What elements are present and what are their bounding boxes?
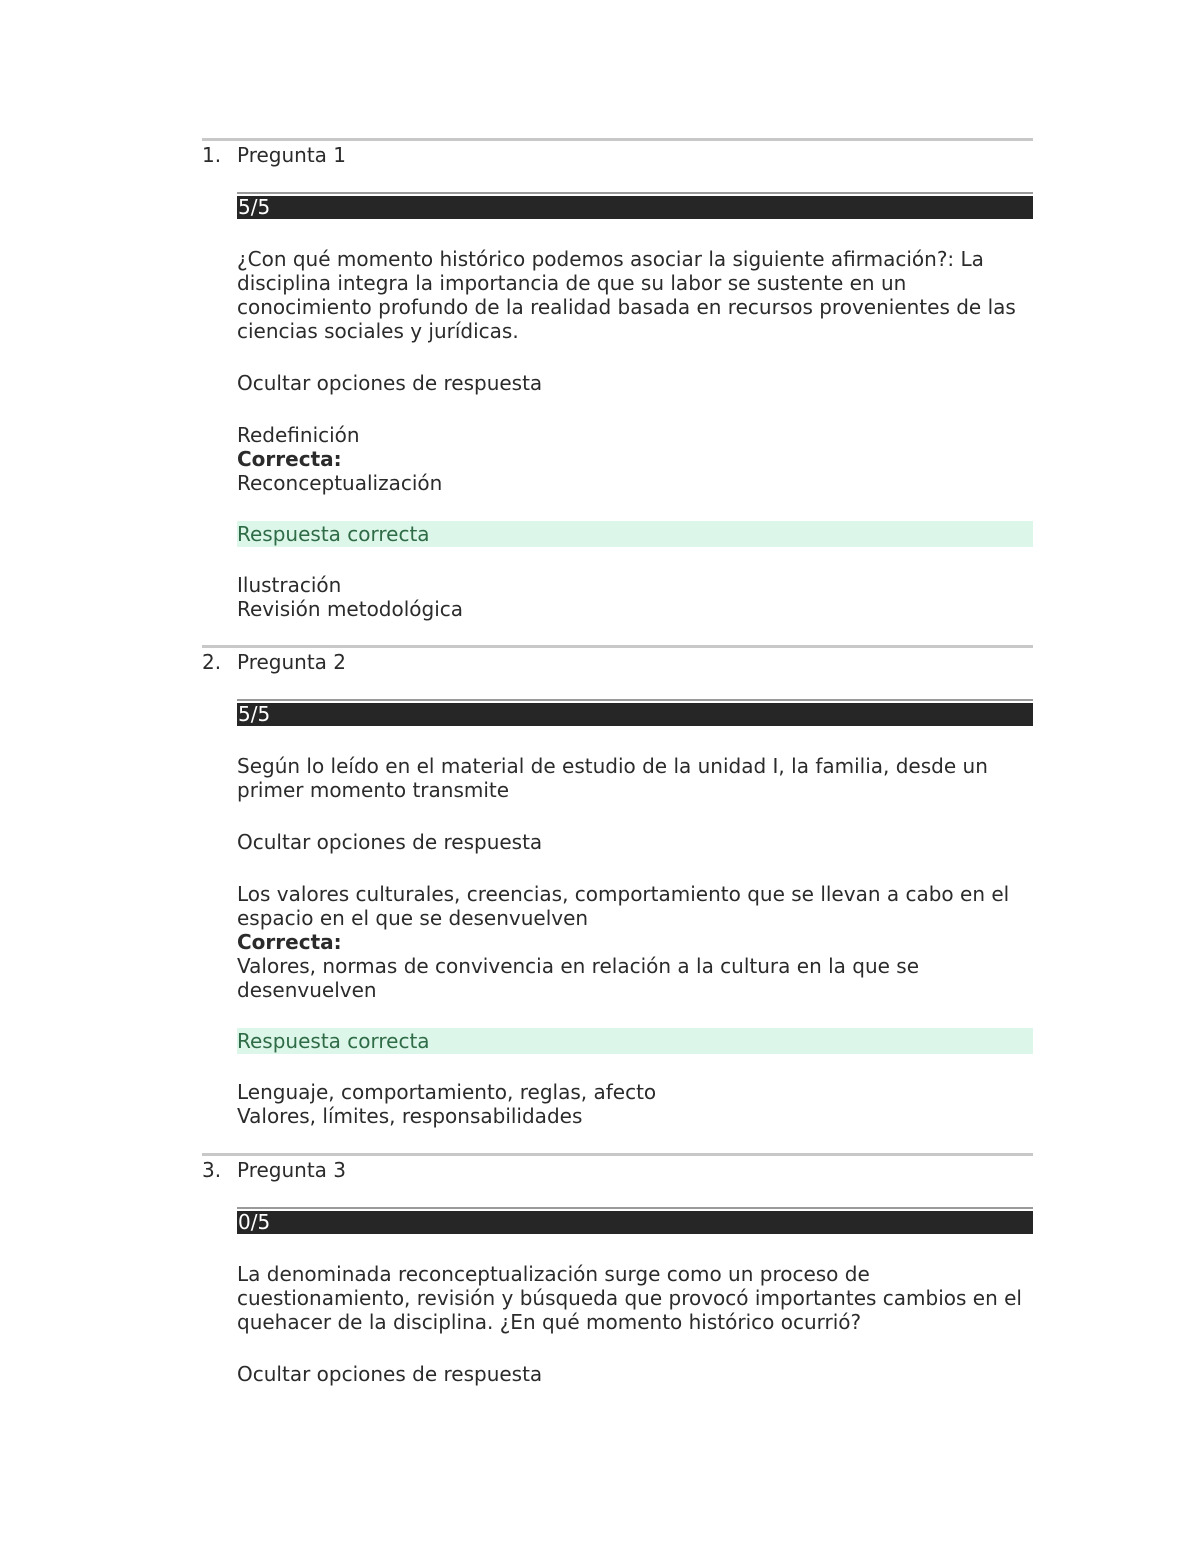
correct-answer-label: Correcta: xyxy=(237,447,342,471)
feedback-correct: Respuesta correcta xyxy=(237,1028,1033,1054)
score-value: 0/5 xyxy=(238,1210,271,1234)
hide-answer-options-link[interactable]: Ocultar opciones de respuesta xyxy=(237,371,543,395)
question-divider xyxy=(202,1153,1033,1156)
answer-option: Valores, límites, responsabilidades xyxy=(237,1104,583,1128)
correct-answer-label: Correcta: xyxy=(237,930,342,954)
correct-answer-option: Reconceptualización xyxy=(237,471,443,495)
question-number: 3. xyxy=(202,1158,222,1182)
hide-answer-options-link[interactable]: Ocultar opciones de respuesta xyxy=(237,1362,543,1386)
answer-options xyxy=(237,423,1033,495)
question-header xyxy=(202,143,1033,167)
score-bar xyxy=(237,1211,1033,1234)
score-divider xyxy=(237,699,1033,701)
answer-option: Ilustración xyxy=(237,573,342,597)
question-title: Pregunta 3 xyxy=(237,1158,347,1182)
answer-option: Los valores culturales, creencias, comportamiento que se llevan a cabo en el espacio en el que se desenvuelven xyxy=(237,882,1010,930)
question-body xyxy=(237,699,1033,1128)
answer-option: Revisión metodológica xyxy=(237,597,464,621)
score-divider xyxy=(237,1207,1033,1209)
score-divider xyxy=(237,192,1033,194)
question-text: La denominada reconceptualización surge como un proceso de cuestionamiento, revisión y búsqueda que provocó importantes cambios en el quehacer de la disciplina. ¿En qué momento histórico ocurrió? xyxy=(237,1262,1022,1334)
score-bar xyxy=(237,196,1033,219)
score-bar xyxy=(237,703,1033,726)
answer-options-remaining xyxy=(237,573,1033,621)
question-1 xyxy=(202,138,1033,621)
question-divider xyxy=(202,645,1033,648)
answer-option: Redefinición xyxy=(237,423,360,447)
question-title: Pregunta 1 xyxy=(237,143,347,167)
answer-options xyxy=(237,882,1033,1002)
question-header xyxy=(202,1158,1033,1182)
question-body xyxy=(237,192,1033,621)
question-header xyxy=(202,650,1033,674)
question-2 xyxy=(202,645,1033,1128)
question-3 xyxy=(202,1153,1033,1386)
question-number: 1. xyxy=(202,143,222,167)
question-text: ¿Con qué momento histórico podemos asociar la siguiente afirmación?: La disciplina integra la importancia de que su labor se sustente en un conocimiento profundo de la realidad basada en recursos provenientes de las ciencias sociales y jurídicas. xyxy=(237,247,1016,343)
answer-option: Lenguaje, comportamiento, reglas, afecto xyxy=(237,1080,657,1104)
question-title: Pregunta 2 xyxy=(237,650,347,674)
correct-answer-option: Valores, normas de convivencia en relación a la cultura en la que se desenvuelven xyxy=(237,954,920,1002)
question-body xyxy=(237,1207,1033,1386)
feedback-correct: Respuesta correcta xyxy=(237,521,1033,547)
score-value: 5/5 xyxy=(238,195,271,219)
score-value: 5/5 xyxy=(238,702,271,726)
answer-options-remaining xyxy=(237,1080,1033,1128)
question-number: 2. xyxy=(202,650,222,674)
question-divider xyxy=(202,138,1033,141)
question-text: Según lo leído en el material de estudio de la unidad I, la familia, desde un primer momento transmite xyxy=(237,754,988,802)
hide-answer-options-link[interactable]: Ocultar opciones de respuesta xyxy=(237,830,543,854)
